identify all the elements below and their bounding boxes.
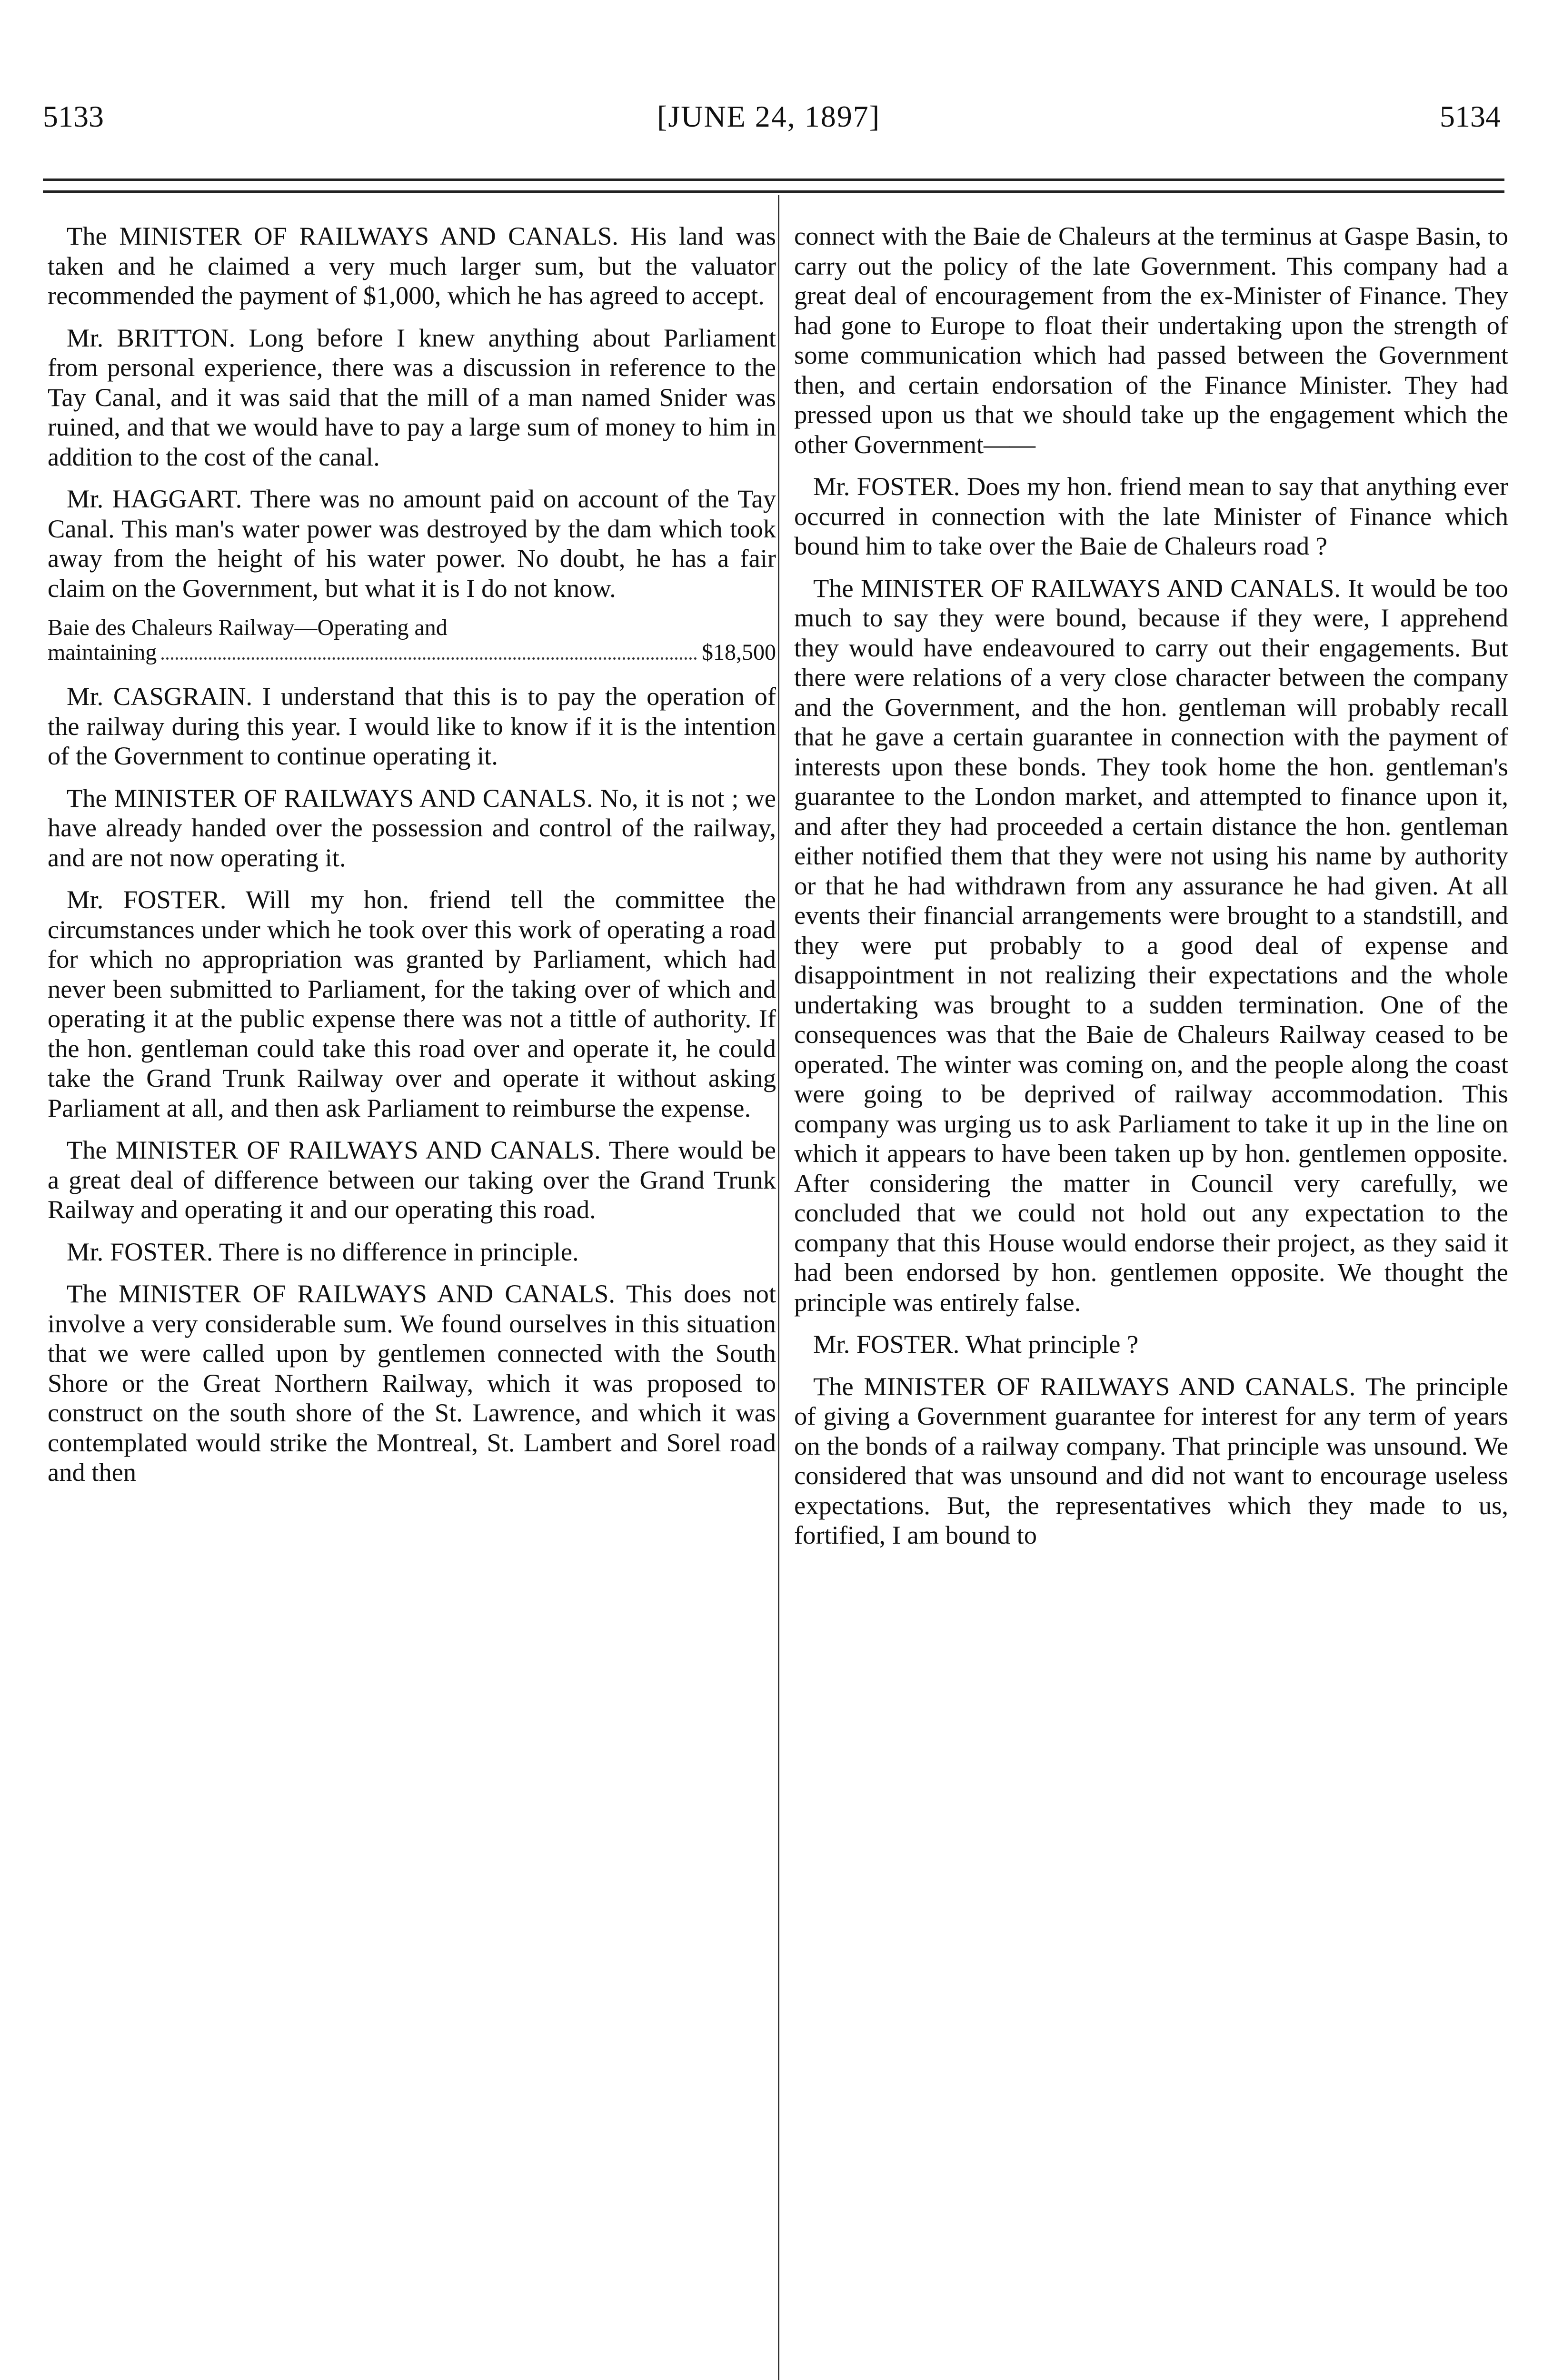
paragraph: Mr. HAGGART. There was no amount paid on account of the Tay Canal. This man's water power was destroyed by the dam which took away from the height of his water power. No doubt, he has a fair claim on the Government, but what it is I do not know. [48, 484, 776, 603]
header-rule-bottom [43, 190, 1504, 193]
paragraph: The MINISTER OF RAILWAYS AND CANALS. The principle of giving a Government guarantee for interest for any term of years on the bonds of a railway company. That principle was unsound. We considered that was unsound and did not want to encourage useless expectations. But, the representatives which they made to us, fortified, I am bound to [794, 1371, 1508, 1549]
paragraph: The MINISTER OF RAILWAYS AND CANALS. His land was taken and he claimed a very much larger sum, but the valuator recommended the payment of $1,000, which he has agreed to accept. [48, 221, 776, 310]
paragraph: The MINISTER OF RAILWAYS AND CANALS. It would be too much to say they were bound, because if they were, I apprehend they would have endeavoured to carry out their engagements. But there were relations of a very close character between the company and the Government, and the hon. gentleman will probably recall that he gave a certain guarantee in connection with the payment of interests upon these bonds. They took home the hon. gentleman's guarantee to the London market, and attempted to finance upon it, and after they had proceeded a certain distance the hon. gentleman either notified them that they were not using his name by authority or that he had withdrawn from any assurance he had given. At all events their financial arrangements were brought to a standstill, and they were put probably to a good deal of expense and disappointment in not realizing their expectations and the whole undertaking was brought to a sudden termination. One of the consequences was that the Baie de Chaleurs Railway ceased to be operated. The winter was coming on, and the people along the coast were going to be deprived of railway accommodation. This company was urging us to ask Parliament to take it up in the line on which it appears to have been taken up by hon. gentlemen opposite. After considering the matter in Council very carefully, we concluded that we could not hold out any expectation to the company that this House would endorse their project, as they said it had been endorsed by hon. gentlemen opposite. We thought the principle was entirely false. [794, 573, 1508, 1317]
paragraph: Mr. FOSTER. Does my hon. friend mean to say that anything ever occurred in connection with the late Minister of Finance which bound him to take over the Baie de Chaleurs road ? [794, 472, 1508, 560]
estimate-item-amount: $18,500 [702, 640, 776, 665]
leader-dots [161, 657, 697, 660]
page-number-right: 5134 [1440, 99, 1501, 133]
paragraph: Mr. CASGRAIN. I understand that this is to pay the operation of the railway during this year. I would like to know if it is the intention of the Government to continue operating it. [48, 682, 776, 770]
column-divider [778, 195, 779, 2380]
header-date: [JUNE 24, 1897] [657, 99, 881, 133]
page-header [0, 95, 1553, 138]
estimate-item-line [48, 640, 776, 665]
paragraph: Mr. FOSTER. What principle ? [813, 1329, 1139, 1359]
page-number-left: 5133 [43, 99, 104, 133]
paragraph: Mr. FOSTER. Will my hon. friend tell the committee the circumstances under which he took over this work of operating a road for which no appropriation was granted by Parliament, which had never been submitted to Parliament, for the taking over of which and operating it at the public expense there was not a tittle of authority. If the hon. gentleman could take this road over and operate it, he could take the Grand Trunk Railway over and operate it without asking Parliament at all, and then ask Parliament to reimburse the expense. [48, 885, 776, 1122]
paragraph: Mr. BRITTON. Long before I knew anything about Parliament from personal experience, there was a discussion in reference to the Tay Canal, and it was said that the mill of a man named Snider was ruined, and that we would have to pay a large sum of money to him in addition to the cost of the canal. [48, 323, 776, 471]
paragraph: The MINISTER OF RAILWAYS AND CANALS. There would be a great deal of difference between our taking over the Grand Trunk Railway and operating it and our operating this road. [48, 1135, 776, 1224]
estimate-item [48, 615, 776, 665]
estimate-item-label: maintaining [48, 640, 157, 665]
right-column [794, 221, 1508, 1563]
paragraph: The MINISTER OF RAILWAYS AND CANALS. This does not involve a very considerable sum. We found ourselves in this situation that we were called upon by gentlemen connected with the South Shore or the Great Northern Railway, which it was proposed to construct on the south shore of the St. Lawrence, and which it was contemplated would strike the Montreal, St. Lambert and Sorel road and then [48, 1279, 776, 1487]
paragraph: connect with the Baie de Chaleurs at the terminus at Gaspe Basin, to carry out the policy of the late Government. This company had a great deal of encouragement from the ex-Minister of Finance. They had gone to Europe to float their undertaking upon the strength of some communication which had passed between the Government then, and certain endorsation of the Finance Minister. They had pressed upon us that we should take up the engagement which the other Government—— [794, 221, 1508, 459]
paragraph: The MINISTER OF RAILWAYS AND CANALS. No, it is not ; we have already handed over the possession and control of the railway, and are not now operating it. [48, 783, 776, 872]
paragraph: Mr. FOSTER. There is no difference in principle. [67, 1237, 579, 1266]
estimate-item-title: Baie des Chaleurs Railway—Operating and [48, 615, 448, 640]
left-column [48, 221, 776, 1500]
header-rule-top [43, 178, 1504, 181]
